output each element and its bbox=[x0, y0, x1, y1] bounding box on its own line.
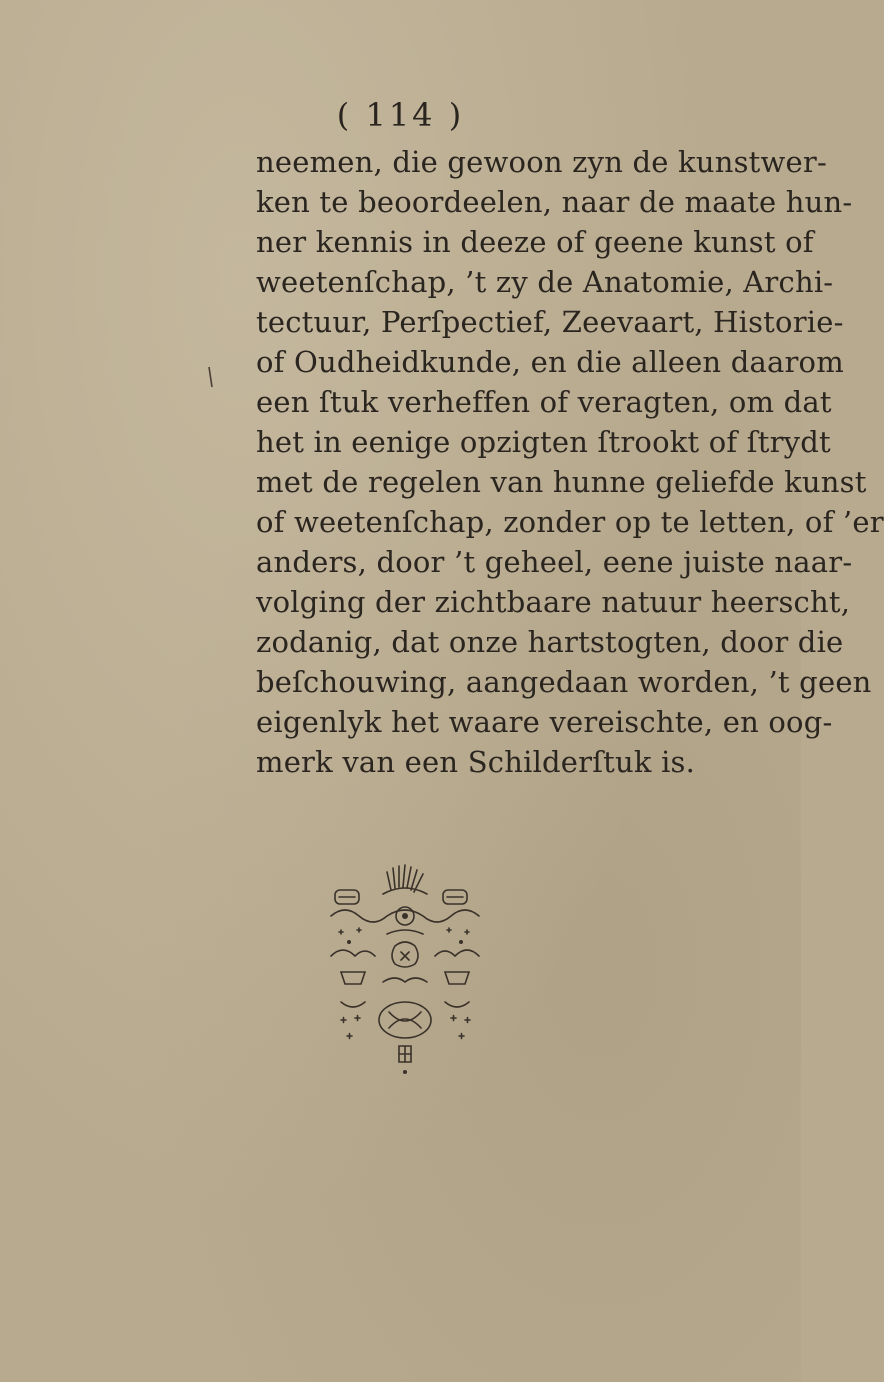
text-line: ken te beoordeelen, naar de maate hun- bbox=[256, 185, 853, 219]
text-line: beſchouwing, aangedaan worden, ’t geen bbox=[256, 665, 872, 699]
text-line: zodanig, dat onze hartstogten, door die bbox=[256, 625, 844, 659]
text-line: weetenſchap, ’t zy de Anatomie, Archi- bbox=[256, 265, 834, 299]
tailpiece-ornament-icon bbox=[325, 860, 485, 1080]
text-line: merk van een Schilderſtuk is. bbox=[256, 745, 696, 779]
text-line: eigenlyk het waare vereischte, en oog- bbox=[256, 705, 833, 739]
text-line: ner kennis in deeze of geene kunst of bbox=[256, 225, 814, 259]
text-line: met de regelen van hunne geliefde kunst bbox=[256, 465, 867, 499]
text-line: neemen, die gewoon zyn de kunstwer- bbox=[256, 145, 827, 179]
body-text bbox=[256, 142, 884, 782]
text-line: of Oudheidkunde, en die alleen daarom bbox=[256, 345, 844, 379]
text-line: volging der zichtbaare natuur heerscht, bbox=[256, 585, 851, 619]
text-line: of weetenſchap, zonder op te letten, of ’er bbox=[256, 505, 884, 539]
text-line: het in eenige opzigten ſtrookt of ſtrydt bbox=[256, 425, 831, 459]
text-line: een ſtuk verheffen of veragten, om dat bbox=[256, 385, 832, 419]
page-number: ( 114 ) bbox=[336, 96, 465, 134]
text-line: anders, door ’t geheel, eene juiste naar- bbox=[256, 545, 853, 579]
text-line: tectuur, Perſpectief, Zeevaart, Historie- bbox=[256, 305, 844, 339]
margin-mark bbox=[206, 365, 216, 389]
